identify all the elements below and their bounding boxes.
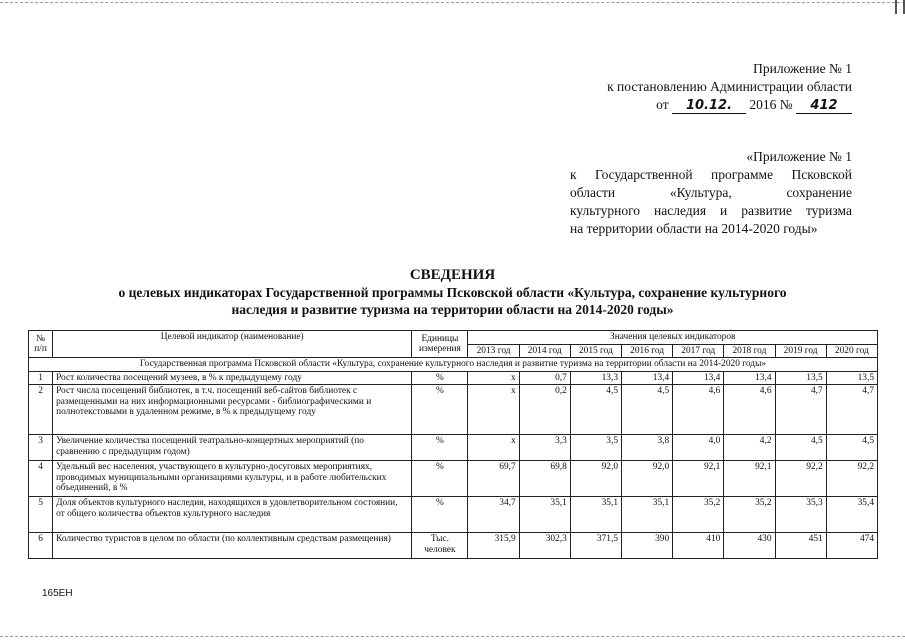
- row-unit: %: [412, 385, 468, 435]
- header-num: № п/п: [29, 331, 53, 358]
- row-value: 92,1: [724, 461, 775, 497]
- row-value: 13,3: [570, 371, 621, 385]
- row-value: 92,2: [826, 461, 877, 497]
- header-year: 2014 год: [519, 344, 570, 358]
- row-value: 35,1: [519, 497, 570, 533]
- row-value: 4,2: [724, 435, 775, 461]
- heading-subtitle-1: о целевых индикаторах Государственной программы Псковской области «Культура, сохранение культурного: [118, 285, 787, 300]
- row-value: 13,4: [673, 371, 724, 385]
- row-num: 1: [29, 371, 53, 385]
- row-value: 34,7: [468, 497, 519, 533]
- handwritten-number: 412: [796, 99, 852, 114]
- scan-edge-top: [0, 2, 905, 3]
- document-heading: [0, 266, 905, 318]
- table-row: [29, 371, 878, 385]
- heading-subtitle-2: наследия и развитие туризма на территории области на 2014-2020 годы»: [231, 302, 674, 317]
- row-value: 13,5: [826, 371, 877, 385]
- table-row: [29, 461, 878, 497]
- row-value: 13,4: [622, 371, 673, 385]
- row-value: х: [468, 371, 519, 385]
- row-value: 4,0: [673, 435, 724, 461]
- row-value: 92,1: [673, 461, 724, 497]
- row-value: 35,1: [622, 497, 673, 533]
- row-value: 92,0: [622, 461, 673, 497]
- row-num: 2: [29, 385, 53, 435]
- table-row: [29, 533, 878, 559]
- appendix-2-title: «Приложение № 1: [746, 149, 852, 164]
- indicators-table: [28, 330, 878, 559]
- row-value: 4,7: [775, 385, 826, 435]
- header-year: 2018 год: [724, 344, 775, 358]
- row-indicator: Доля объектов культурного наследия, находящихся в удовлетворительном состоянии, от общего количества объектов культурного наследия: [53, 497, 412, 533]
- appendix-2-line-4: культурного наследия и развитие туризма: [570, 203, 852, 218]
- header-year: 2020 год: [826, 344, 877, 358]
- row-value: 35,3: [775, 497, 826, 533]
- row-indicator: Удельный вес населения, участвующего в культурно-досуговых мероприятиях, проводимых муниципальными организациями культуры, и в работе любительских объединений, в %: [53, 461, 412, 497]
- row-value: 4,5: [826, 435, 877, 461]
- header-year: 2016 год: [622, 344, 673, 358]
- row-indicator: Количество туристов в целом по области (по коллективным средствам размещения): [53, 533, 412, 559]
- row-value: 371,5: [570, 533, 621, 559]
- row-value: 69,7: [468, 461, 519, 497]
- row-value: 315,9: [468, 533, 519, 559]
- header-year: 2017 год: [673, 344, 724, 358]
- row-num: 3: [29, 435, 53, 461]
- row-value: 3,5: [570, 435, 621, 461]
- header-values: Значения целевых индикаторов: [468, 331, 878, 345]
- row-value: 410: [673, 533, 724, 559]
- footer-code: 165ЕН: [42, 588, 73, 599]
- appendix-2-line-5: на территории области на 2014-2020 годы»: [570, 221, 818, 236]
- appendix-1-date-line: [560, 96, 852, 114]
- table-header-row-1: [29, 331, 878, 345]
- appendix-1-block: [560, 60, 852, 114]
- row-value: 302,3: [519, 533, 570, 559]
- row-value: 3,8: [622, 435, 673, 461]
- row-indicator: Рост числа посещений библиотек, в т.ч. посещений веб-сайтов библиотек с размещенными на них информационными ресурсами - библиографическими и полнотекстовыми в удаленном режиме, в % к предыдущему году: [53, 385, 412, 435]
- header-year: 2015 год: [570, 344, 621, 358]
- heading-title: СВЕДЕНИЯ: [409, 267, 496, 283]
- appendix-2-block: [570, 148, 852, 238]
- row-value: 35,1: [570, 497, 621, 533]
- header-unit: Единицы измерения: [412, 331, 468, 358]
- row-value: 4,6: [724, 385, 775, 435]
- row-num: 5: [29, 497, 53, 533]
- program-row: [29, 358, 878, 372]
- row-value: 451: [775, 533, 826, 559]
- row-value: 13,4: [724, 371, 775, 385]
- row-value: 390: [622, 533, 673, 559]
- handwritten-date: 10.12.: [672, 99, 746, 114]
- row-value: 474: [826, 533, 877, 559]
- row-unit: %: [412, 461, 468, 497]
- appendix-1-resolution: к постановлению Администрации области: [607, 79, 852, 94]
- row-value: 35,4: [826, 497, 877, 533]
- row-value: 4,6: [673, 385, 724, 435]
- header-indicator: Целевой индикатор (наименование): [53, 331, 412, 358]
- row-indicator: Рост количества посещений музеев, в % к предыдущему году: [53, 371, 412, 385]
- table-row: [29, 497, 878, 533]
- scan-corner-mark: [895, 0, 905, 14]
- row-unit: Тыс. человек: [412, 533, 468, 559]
- table-row: [29, 435, 878, 461]
- row-value: 35,2: [724, 497, 775, 533]
- row-value: 35,2: [673, 497, 724, 533]
- row-num: 4: [29, 461, 53, 497]
- row-unit: %: [412, 497, 468, 533]
- appendix-2-line-2: к Государственной программе Псковской: [570, 167, 852, 182]
- row-value: 0,2: [519, 385, 570, 435]
- year-label: 2016 №: [749, 97, 793, 112]
- row-value: х: [468, 385, 519, 435]
- row-value: х: [468, 435, 519, 461]
- row-value: 69,8: [519, 461, 570, 497]
- row-unit: %: [412, 371, 468, 385]
- header-year: 2013 год: [468, 344, 519, 358]
- row-value: 430: [724, 533, 775, 559]
- row-value: 4,5: [570, 385, 621, 435]
- row-unit: %: [412, 435, 468, 461]
- row-value: 0,7: [519, 371, 570, 385]
- header-year: 2019 год: [775, 344, 826, 358]
- row-value: 4,7: [826, 385, 877, 435]
- row-value: 3,3: [519, 435, 570, 461]
- appendix-1-title: Приложение № 1: [753, 61, 852, 76]
- row-value: 92,0: [570, 461, 621, 497]
- table-row: [29, 385, 878, 435]
- appendix-2-line-3: области «Культура, сохранение: [570, 185, 852, 200]
- row-value: 4,5: [775, 435, 826, 461]
- program-row-cell: Государственная программа Псковской области «Культура, сохранение культурного наследия и развитие туризма на территории области на 2014-2020 годы»: [29, 358, 878, 372]
- from-label: от: [656, 97, 669, 112]
- row-indicator: Увеличение количества посещений театрально-концертных мероприятий (по сравнению с предыдущим годом): [53, 435, 412, 461]
- row-value: 13,5: [775, 371, 826, 385]
- row-num: 6: [29, 533, 53, 559]
- row-value: 4,5: [622, 385, 673, 435]
- scan-edge-bottom: [0, 636, 905, 637]
- row-value: 92,2: [775, 461, 826, 497]
